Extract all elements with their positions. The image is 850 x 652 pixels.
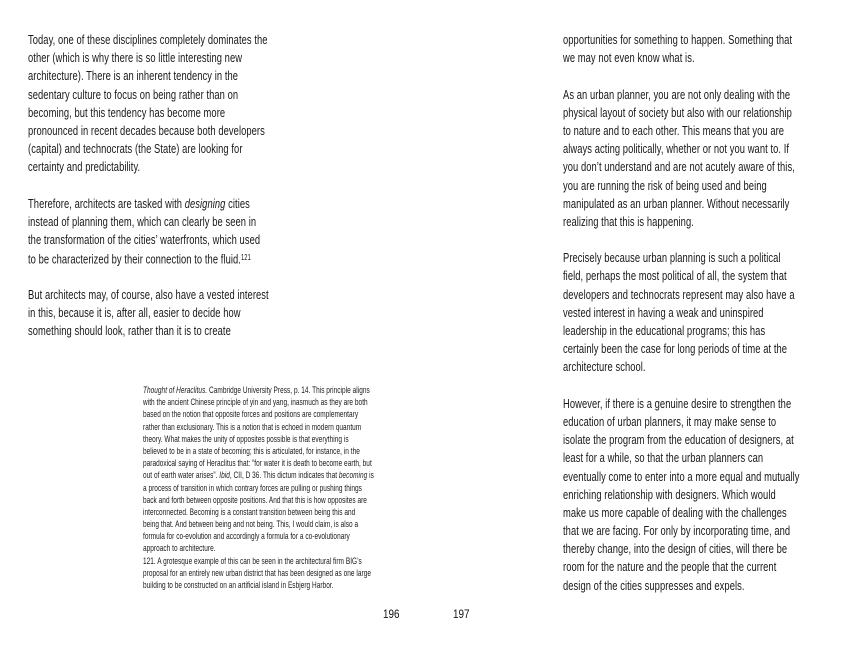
text-line: always acting politically, whether or not you want to. If	[563, 141, 790, 157]
text-line: education of urban planners, it may make sense to	[563, 413, 777, 429]
text-line: architecture). There is an inherent tendency in the	[28, 68, 239, 84]
paragraph	[563, 31, 800, 67]
text-line: As an urban planner, you are not only dealing with the	[563, 86, 791, 102]
text-line: certainty and predictability.	[28, 159, 141, 175]
text-line: leadership in the educational programs; this has	[563, 323, 766, 338]
paragraph	[563, 249, 800, 376]
text-line: room for the nature and the people that the current	[563, 559, 777, 575]
page-number-left: 196	[383, 609, 400, 621]
text-line: proposal for an entirely new urban district that has been designed as one large	[143, 567, 371, 578]
text-line: in this, because it is, after all, easier to decide how	[28, 304, 241, 320]
text-line: rather than exclusionary. This is a notion that is echoed in modern quantum	[143, 421, 362, 432]
text-line: formula for co-evolution and accordingly a formula for a co-evolutionary	[143, 531, 350, 542]
text-line: certainly been the case for long periods of time at the	[563, 341, 788, 357]
text-line: Thought of Heraclitus. Cambridge University Press, p. 14. This principle aligns	[143, 385, 370, 395]
text-line: being that. And between being and not being. This, I would claim, is also a	[143, 519, 359, 530]
text-line: approach to architecture.	[143, 543, 216, 554]
text-line: make us more capable of dealing with the challenges	[563, 504, 787, 520]
text-line: architecture school.	[563, 359, 646, 375]
text-line: Today, one of these disciplines completely dominates the	[28, 32, 268, 47]
text-line: physical layout of society but also with our relationship	[563, 104, 792, 120]
text-line: sedentary culture to focus on being rather than on	[28, 86, 239, 102]
text-line: interconnected. Becoming is a constant transition between being this and	[143, 506, 356, 517]
text-line: Precisely because urban planning is such a political	[563, 250, 781, 266]
paragraph	[563, 395, 800, 595]
text-line: enriching relationship with designers. Which would	[563, 486, 776, 502]
text-line: 121. A grotesque example of this can be seen in the architectural firm BIG’s	[143, 555, 362, 566]
text-line: developers and technocrats represent may also have a	[563, 286, 795, 302]
text-line: field, perhaps the most political of all, the system that	[563, 268, 787, 284]
text-line: realizing that this is happening.	[563, 213, 694, 229]
left-body-text	[28, 31, 269, 340]
text-line: But architects may, of course, also have a vested interest	[28, 286, 269, 302]
text-line: vested interest in having a weak and uninspired	[563, 304, 764, 320]
text-line: with the ancient Chinese principle of yin and yang, inasmuch as they are both	[143, 397, 368, 408]
text-line: building to be constructed on an artificial island in Esbjerg Harbor.	[143, 580, 334, 590]
text-line: a process of transition in which contrary forces are pulling or pushing things	[143, 482, 362, 493]
text-line: that we are facing. For only by incorporating time, and	[563, 523, 791, 539]
right-body-text	[563, 31, 800, 595]
paragraph	[28, 286, 269, 341]
text-line: based on the notion that opposite forces and positions are complementary	[143, 409, 359, 420]
text-line: other (which is why there is so little interesting new	[28, 50, 243, 66]
page-right	[425, 0, 850, 652]
text-line: to nature and to each other. This means that you are	[563, 122, 785, 138]
text-line: pronounced in recent decades because both developers	[28, 122, 265, 138]
text-line: believed to be in a state of becoming; this is articulated, for instance, in the	[143, 445, 360, 456]
text-line: something should look, rather than it is to create	[28, 323, 231, 338]
text-line: becoming, but this tendency has become more	[28, 104, 226, 120]
footnote-block	[143, 384, 374, 591]
text-line: manipulated as an urban planner. Without necessarily	[563, 195, 790, 211]
text-line: the transformation of the cities’ waterfronts, which used	[28, 232, 261, 248]
text-line: you are running the risk of being used and being	[563, 177, 767, 193]
text-line: (capital) and technocrats (the State) are looking for	[28, 141, 243, 157]
text-line: you don’t understand and are not acutely aware of this,	[563, 159, 795, 175]
paragraph	[28, 195, 269, 268]
text-line: out of earth water arises”. Ibid, CII, D 36. This dictum indicates that becoming is	[143, 470, 374, 481]
text-line: design of the cities suppresses and expels.	[563, 577, 745, 593]
text-line: eventually come to enter into a more equal and mutually	[563, 468, 800, 484]
text-line: opportunities for something to happen. Something that	[563, 32, 793, 47]
text-line: Therefore, architects are tasked with designing cities	[28, 195, 250, 211]
paragraph	[28, 31, 269, 177]
text-line: to be characterized by their connection to the fluid.$^{121}$	[28, 251, 251, 267]
text-line: However, if there is a genuine desire to strengthen the	[563, 395, 792, 411]
text-line: paradoxical saying of Heraclitus that: “for water it is death to become earth, but	[143, 458, 372, 469]
text-line: least for a while, so that the urban planners can	[563, 450, 764, 466]
text-line: isolate the program from the education of designers, at	[563, 432, 794, 448]
text-line: instead of planning them, which can clearly be seen in	[28, 213, 257, 229]
page-number-right: 197	[453, 609, 470, 621]
text-line: thereby change, into the design of cities, will there be	[563, 541, 788, 557]
text-line: theory. What makes the unity of opposites possible is that everything is	[143, 433, 349, 444]
paragraph	[563, 86, 800, 232]
text-line: back and forth between opposite positions. And that this is how opposites are	[143, 494, 367, 505]
text-line: we may not even know what is.	[563, 50, 695, 66]
